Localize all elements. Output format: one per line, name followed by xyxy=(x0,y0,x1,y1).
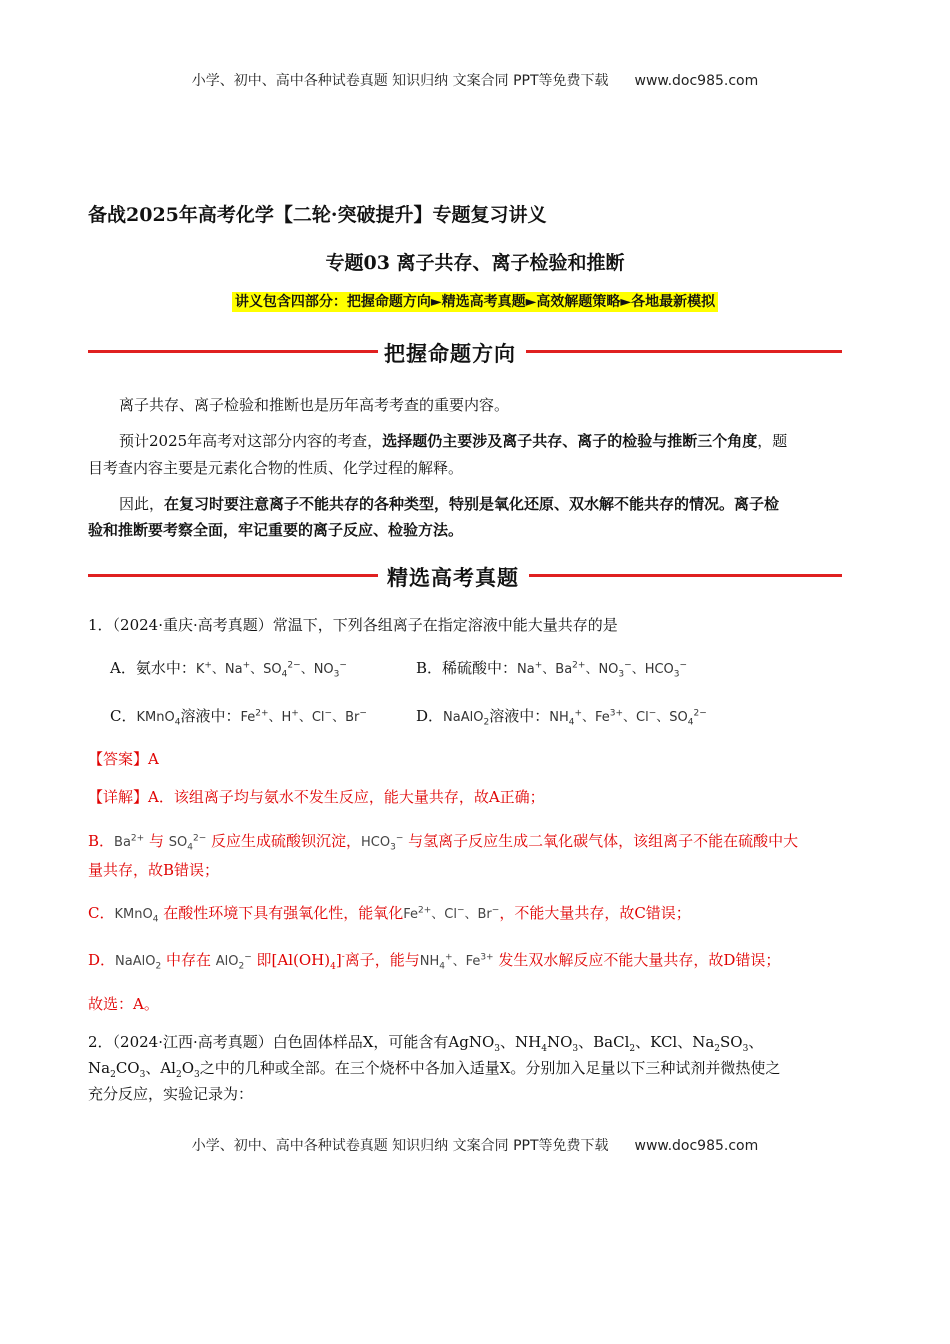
q1-d-label: D． xyxy=(416,707,444,725)
q1-detail-d xyxy=(88,947,780,975)
doc-title: 备战2025年高考化学【二轮·突破提升】专题复习讲义 xyxy=(88,204,547,226)
intro-p3-text: 因此， xyxy=(119,495,165,513)
q2-l1-c: NO xyxy=(546,1033,573,1051)
header-url[interactable]: www.doc985.com xyxy=(634,73,759,89)
q1-b-and: 与 xyxy=(144,832,169,850)
q2-line3: 充分反应，实验记录为： xyxy=(88,1085,254,1103)
q1-c-ions: $Fe^{2+}$、H+、Cl−、Br− xyxy=(240,708,367,725)
q1-option-b xyxy=(416,655,687,683)
intro-p2-tail: ，题 xyxy=(757,432,788,450)
q1-choose: 故选：A。 xyxy=(88,995,159,1013)
page-header xyxy=(0,70,950,90)
q2-l1-b: 、NH xyxy=(500,1033,542,1051)
q2-l2-a: Na xyxy=(88,1059,111,1077)
q1-c-prefix: C． xyxy=(88,904,115,922)
header-text: 小学、初中、高中各种试卷真题 知识归纳 文案合同 PPT等免费下载 xyxy=(191,73,609,89)
q2-l2-d: O xyxy=(181,1059,195,1077)
q1-c-kmno4: KMnO$_4$ xyxy=(114,907,159,925)
section-divider-right xyxy=(526,350,842,353)
doc-subtitle: 专题03 离子共存、离子检验和推断 xyxy=(325,252,625,274)
q2-l2-c: 、Al xyxy=(145,1059,176,1077)
q1-detail-c xyxy=(88,900,691,928)
q1-c-oxidized-ions: $Fe^{2+}$、Cl−、Br− xyxy=(403,905,500,922)
q1-option-d xyxy=(416,703,707,731)
q1-b-ions: Na+、$Ba^{2+}$、$NO_3^-$、$HCO_3^-$ xyxy=(517,660,688,680)
q1-b-prefix: B． xyxy=(88,832,115,850)
q1-d-aloh: 即[Al(OH) xyxy=(251,951,331,969)
q1-d-text: 离子，能与 xyxy=(344,951,420,969)
q1-c-rest: ，不能大量共存，故C错误； xyxy=(499,904,691,922)
section-title-exams: 精选高考真题 xyxy=(387,566,519,590)
q1-a-label: A．氨水中： xyxy=(110,659,196,677)
q2-l2-b: CO xyxy=(115,1059,140,1077)
q1-stem: 1．（2024·重庆·高考真题）常温下，下列各组离子在指定溶液中能大量共存的是 xyxy=(88,616,618,634)
intro-p3-line1 xyxy=(119,491,869,517)
q1-d-contains: 中存在 xyxy=(161,951,216,969)
q2-l1-e: 、KCl、Na xyxy=(635,1033,715,1051)
q1-b-hco3: $HCO_3^-$ xyxy=(361,833,404,853)
q1-d-mid: 溶液中： xyxy=(489,707,550,725)
highlight-text: 讲义包含四部分：把握命题方向►精选高考真题►高效解题策略►各地最新模拟 xyxy=(232,292,718,312)
q1-c-text: 在酸性环境下具有强氧化性，能氧化 xyxy=(158,904,404,922)
q1-d-react-ions: $NH_4^+$、$Fe^{3+}$ xyxy=(419,952,494,972)
q2-l2-e: 之中的几种或全部。在三个烧杯中各加入适量X。分别加入足量以下三种试剂并微热使之 xyxy=(199,1059,781,1077)
q2-l1-d: 、BaCl xyxy=(578,1033,630,1051)
section-divider-right-2 xyxy=(529,574,842,577)
footer-text: 小学、初中、高中各种试卷真题 知识归纳 文案合同 PPT等免费下载 xyxy=(191,1138,609,1154)
q1-b-react: 反应生成硫酸钡沉淀， xyxy=(206,832,362,850)
q1-c-reagent: KMnO$_4$ xyxy=(136,710,181,728)
q1-d-naalo2: NaAlO$_2$ xyxy=(115,954,162,972)
intro-p2-bold: 选择题仍主要涉及离子共存、离子的检验与推断三个角度 xyxy=(382,432,758,450)
footer-url[interactable]: www.doc985.com xyxy=(634,1138,759,1154)
q1-d-alo2: AlO$_2$− xyxy=(215,952,252,972)
q1-a-ions: K+、Na+、$SO_4^{2-}$、$NO_3^-$ xyxy=(195,660,347,680)
q1-option-c xyxy=(110,703,367,731)
q2-line2: $Na_2CO_3$、$Al_2O_3$之中的几种或全部。在三个烧杯中各加入适量X。分别加入足量以下三种试剂并微热使之 xyxy=(88,1059,781,1080)
q1-d-charge: - xyxy=(341,952,345,962)
q1-detail-b-line2: 量共存，故B错误； xyxy=(88,861,220,879)
q1-b-label: B．稀硫酸中： xyxy=(416,659,518,677)
intro-p2-text: 预计2025年高考对这部分内容的考查， xyxy=(119,432,383,450)
q1-d-prefix: D． xyxy=(88,951,116,969)
page-footer xyxy=(0,1135,950,1155)
section-divider-left xyxy=(88,350,378,353)
q1-detail-a: 【详解】A．该组离子均与氨水不发生反应，能大量共存，故A正确； xyxy=(88,788,545,806)
q1-b-so4: $SO_4^{2-}$ xyxy=(168,833,207,853)
q1-c-label: C． xyxy=(110,707,137,725)
intro-p2-line2: 目考查内容主要是元素化合物的性质、化学过程的解释。 xyxy=(88,459,464,477)
q1-detail-b-line1 xyxy=(88,828,868,856)
q1-b-rest: 与氢离子反应生成二氧化碳气体，该组离子不能在硫酸中大 xyxy=(403,832,799,850)
intro-p2-line1 xyxy=(119,428,869,454)
q2-l1-f: SO xyxy=(720,1033,743,1051)
q1-answer: 【答案】A xyxy=(88,750,159,768)
highlight-banner xyxy=(0,291,950,311)
q1-d-reagent: NaAlO$_2$ xyxy=(443,710,490,728)
q1-b-ba: $Ba^{2+}$ xyxy=(114,833,145,850)
q1-d-aloh-sub: 4 xyxy=(330,962,336,972)
q1-d-ions: $NH_4^+$、$Fe^{3+}$、Cl−、$SO_4^{2-}$ xyxy=(549,708,707,728)
q1-c-mid: 溶液中： xyxy=(180,707,241,725)
q1-option-a xyxy=(110,655,347,683)
q1-d-rest: 发生双水解反应不能大量共存，故D错误； xyxy=(493,951,781,969)
q2-line1: 2．（2024·江西·高考真题）白色固体样品X，可能含有AgNO$_3$、$NH_4NO_3$、BaCl$_2$、KCl、$Na_2SO_3$、 xyxy=(88,1033,764,1054)
intro-p3-line2: 验和推断要考察全面，牢记重要的离子反应、检验方法。 xyxy=(88,521,464,539)
intro-p3-bold: 在复习时要注意离子不能共存的各种类型，特别是氧化还原、双水解不能共存的情况。离子检 xyxy=(164,495,780,513)
intro-p1: 离子共存、离子检验和推断也是历年高考考查的重要内容。 xyxy=(119,396,510,414)
q1-d-bracket: ] xyxy=(335,951,342,969)
section-divider-left-2 xyxy=(88,574,378,577)
q2-l1-a: 2．（2024·江西·高考真题）白色固体样品X，可能含有AgNO xyxy=(88,1033,495,1051)
section-title-direction: 把握命题方向 xyxy=(384,342,516,366)
q2-l1-g: 、 xyxy=(748,1033,764,1051)
